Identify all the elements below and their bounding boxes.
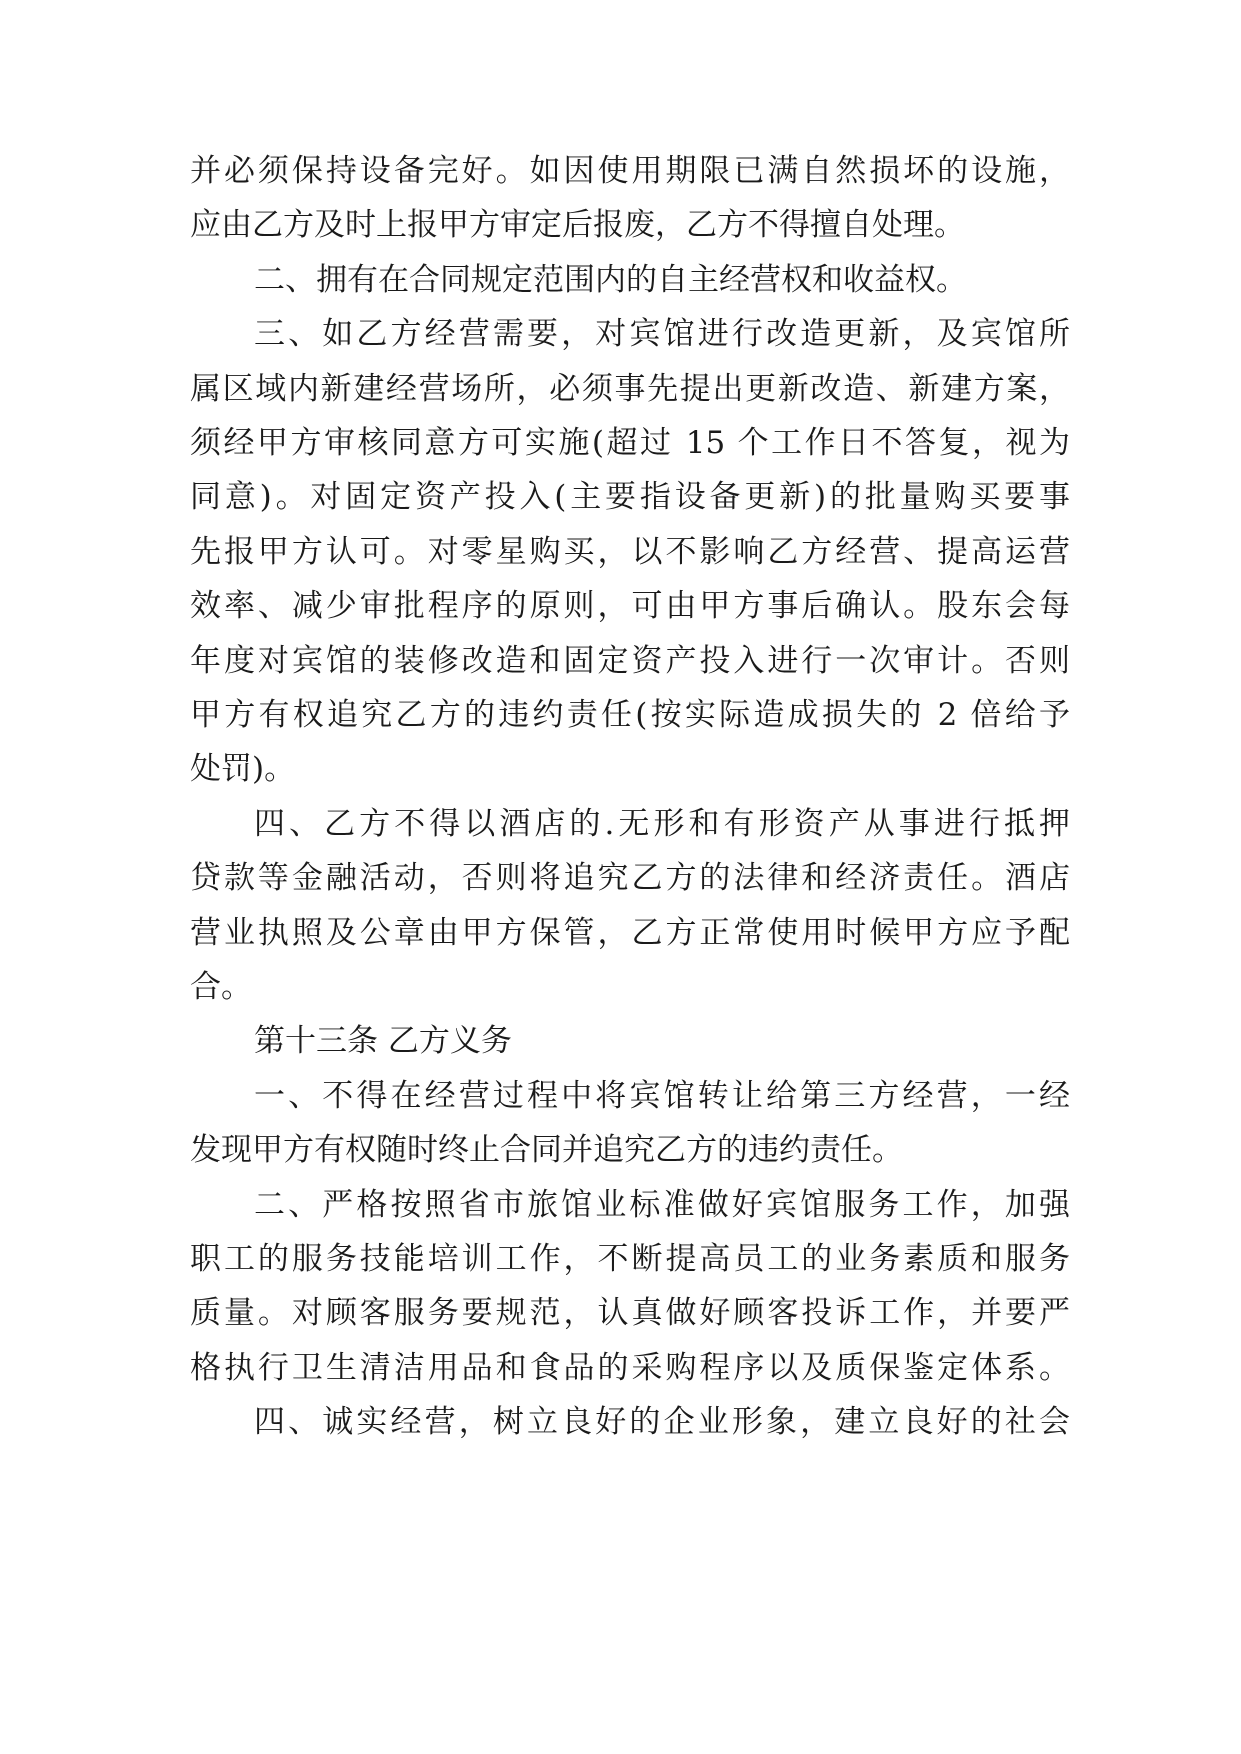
text-line: 合。 [190, 969, 252, 1005]
text-line: 职工的服务技能培训工作，不断提高员工的业务素质和服务 [190, 1241, 1070, 1277]
text-line: 须经甲方审核同意方可实施(超过 15 个工作日不答复，视为 [190, 425, 1070, 461]
text-line: 四、乙方不得以酒店的.无形和有形资产从事进行抵押 [254, 806, 1070, 842]
text-line: 发现甲方有权随时终止合同并追究乙方的违约责任。 [190, 1132, 903, 1168]
text-line: 质量。对顾客服务要规范，认真做好顾客投诉工作，并要严 [190, 1295, 1070, 1331]
text-line: 四、诚实经营，树立良好的企业形象，建立良好的社会 [254, 1404, 1070, 1440]
text-line: 贷款等金融活动，否则将追究乙方的法律和经济责任。酒店 [190, 860, 1070, 896]
text-line: 应由乙方及时上报甲方审定后报废，乙方不得擅自处理。 [190, 207, 965, 243]
section-heading: 第十三条 乙方义务 [254, 1023, 512, 1059]
text-line: 营业执照及公章由甲方保管，乙方正常使用时候甲方应予配 [190, 915, 1070, 951]
text-line: 并必须保持设备完好。如因使用期限已满自然损坏的设施， [190, 153, 1070, 189]
text-line: 先报甲方认可。对零星购买，以不影响乙方经营、提高运营 [190, 534, 1070, 570]
text-line: 处罚)。 [190, 751, 296, 787]
text-line: 同意)。对固定资产投入(主要指设备更新)的批量购买要事 [190, 479, 1070, 515]
text-line: 二、严格按照省市旅馆业标准做好宾馆服务工作，加强 [254, 1187, 1070, 1223]
text-line: 三、如乙方经营需要，对宾馆进行改造更新，及宾馆所 [254, 316, 1070, 352]
text-line: 甲方有权追究乙方的违约责任(按实际造成损失的 2 倍给予 [190, 697, 1070, 733]
text-line: 二、拥有在合同规定范围内的自主经营权和收益权。 [254, 262, 967, 298]
text-line: 属区域内新建经营场所，必须事先提出更新改造、新建方案， [190, 371, 1070, 407]
text-line: 一、不得在经营过程中将宾馆转让给第三方经营，一经 [254, 1078, 1070, 1114]
text-line: 格执行卫生清洁用品和食品的采购程序以及质保鉴定体系。 [190, 1350, 1070, 1386]
text-line: 年度对宾馆的装修改造和固定资产投入进行一次审计。否则 [190, 643, 1070, 679]
text-line: 效率、减少审批程序的原则，可由甲方事后确认。股东会每 [190, 588, 1070, 624]
